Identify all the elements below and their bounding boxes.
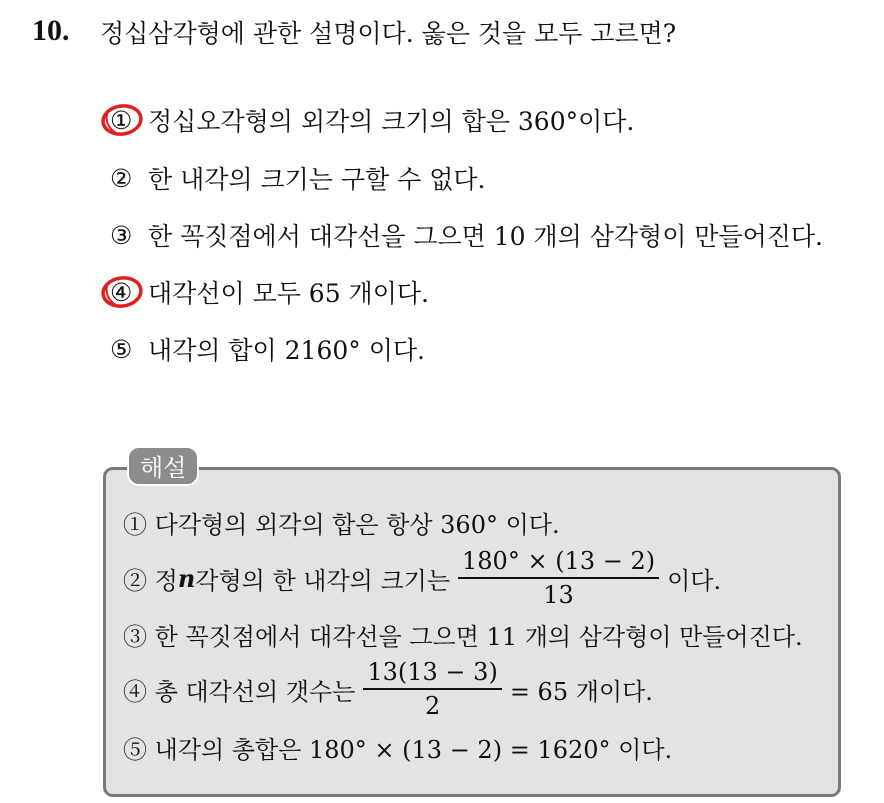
option-number: ① [110, 105, 133, 135]
fraction-numerator: 180° × (13 − 2) [458, 547, 659, 579]
fraction-diagonals [363, 658, 501, 720]
option-number: ⑤ [110, 334, 133, 364]
explanation-line-4 [123, 658, 653, 720]
explanation-line-3 [123, 617, 803, 652]
option-1 [110, 102, 634, 138]
option-text: 내각의 합이 2160° 이다. [148, 336, 425, 365]
explanation-line-5 [123, 730, 672, 765]
answer-circle-mark-icon [98, 100, 146, 140]
option-3 [110, 217, 823, 253]
option-text: 한 꼭짓점에서 대각선을 그으면 10 개의 삼각형이 만들어진다. [148, 222, 823, 251]
fraction-denominator: 13 [543, 581, 574, 609]
option-number: ④ [110, 277, 133, 307]
fraction-denominator: 2 [424, 692, 441, 720]
explanation-text: ③ 한 꼭짓점에서 대각선을 그으면 11 개의 삼각형이 만들어진다. [123, 623, 803, 651]
explanation-text: ② 정 [123, 566, 178, 595]
fraction-interior-angle [458, 547, 659, 609]
explanation-line-1 [123, 505, 560, 540]
option-text: 대각선이 모두 65 개이다. [148, 279, 429, 308]
option-text: 한 내각의 크기는 구할 수 없다. [148, 165, 486, 194]
variable-n: n [177, 563, 196, 593]
option-5 [110, 331, 425, 367]
explanation-text: ④ 총 대각선의 갯수는 [123, 677, 356, 706]
explanation-text: 이다. [667, 566, 722, 595]
explanation-text: = 65 개이다. [509, 677, 653, 706]
fraction-numerator: 13(13 − 3) [363, 658, 501, 690]
question-text: 정십삼각형에 관한 설명이다. 옳은 것을 모두 고르면? [100, 19, 677, 48]
option-text: 정십오각형의 외각의 크기의 합은 360°이다. [148, 107, 635, 136]
explanation-line-2 [123, 547, 721, 609]
option-4 [110, 274, 429, 310]
explanation-text: ⑤ 내각의 총합은 180° × (13 − 2) = 1620° 이다. [123, 736, 673, 764]
explanation-text: 각형의 한 내각의 크기는 [195, 566, 451, 595]
option-number: ② [110, 163, 133, 193]
answer-circle-mark-icon [98, 272, 146, 312]
question-number: 10. [32, 14, 70, 47]
option-2 [110, 160, 485, 196]
explanation-text: ① 다각형의 외각의 합은 항상 360° 이다. [123, 511, 560, 539]
option-number: ③ [110, 220, 133, 250]
explanation-label: 해설 [127, 446, 199, 486]
